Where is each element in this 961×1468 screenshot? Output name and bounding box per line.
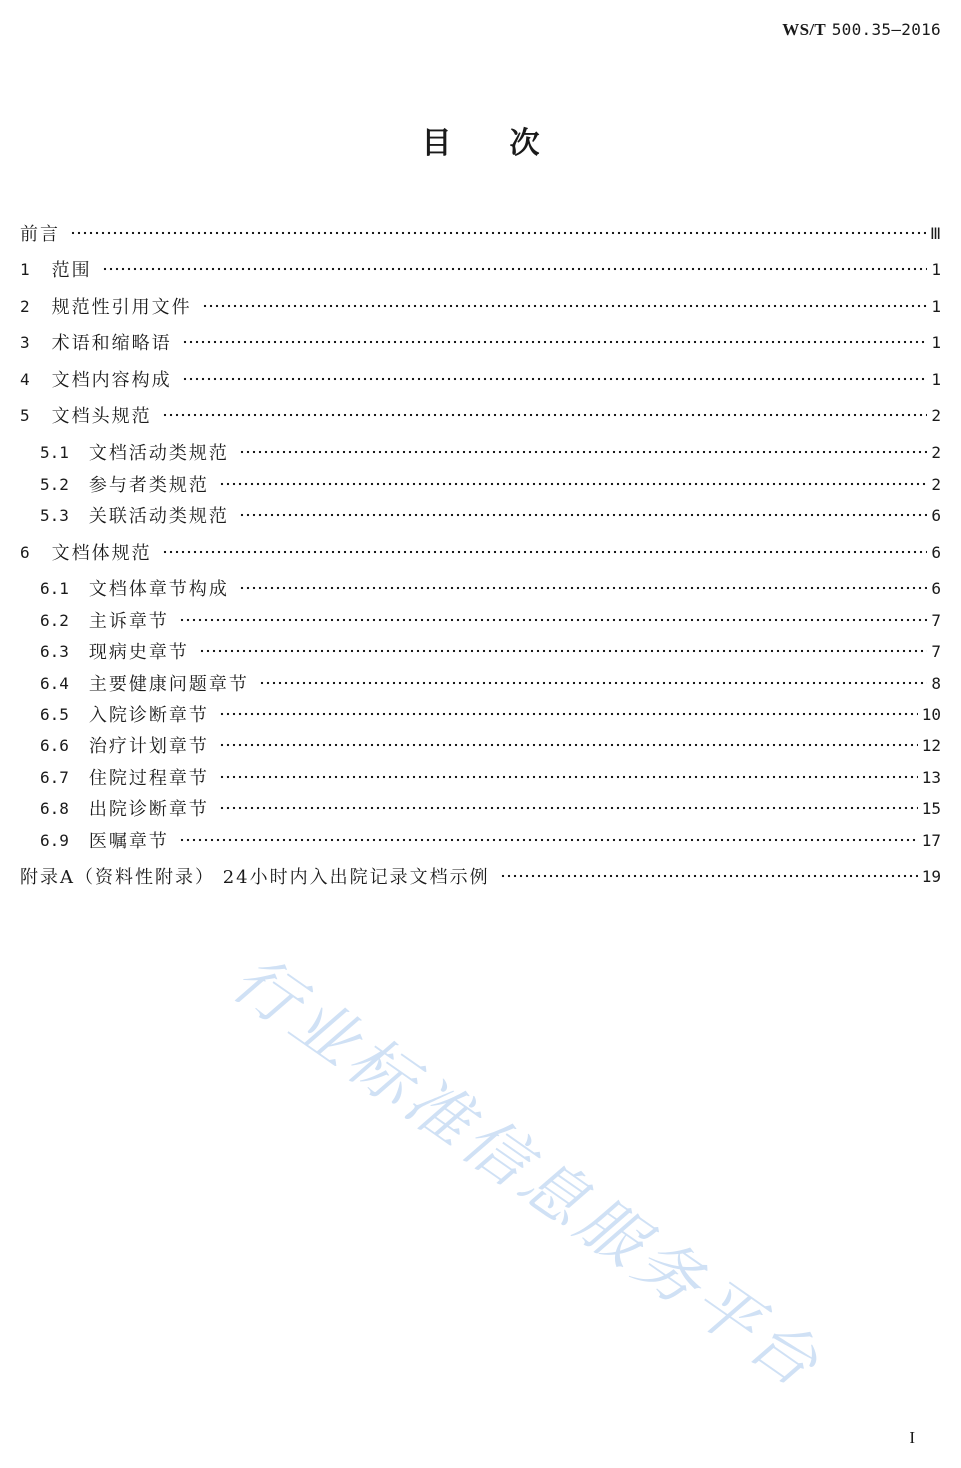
toc-entry-page: 2 <box>931 474 941 494</box>
toc-entry-number: 6 <box>20 542 30 562</box>
toc-entry-number: 6.2 <box>40 610 69 630</box>
toc-entry-page: 6 <box>931 578 941 598</box>
page-number: I <box>909 1428 915 1447</box>
toc-entry-number: 6.8 <box>40 798 69 818</box>
toc-entry-number: 5.3 <box>40 505 69 525</box>
toc-entry-page: Ⅲ <box>929 223 941 243</box>
toc-entry-label: 关联活动类规范 <box>88 506 229 527</box>
toc-entry-label: 医嘱章节 <box>88 831 169 852</box>
toc-entry-label: 文档体章节构成 <box>88 579 229 600</box>
toc-entry-page: 6 <box>931 542 941 562</box>
toc-entry[interactable] <box>40 439 941 465</box>
toc-entry[interactable] <box>40 827 941 853</box>
toc-entry-label: 出院诊断章节 <box>88 799 209 820</box>
toc-entry[interactable] <box>20 863 941 889</box>
dot-leader <box>239 450 927 454</box>
toc-entry-page: 2 <box>931 442 941 462</box>
toc-entry[interactable] <box>40 764 941 790</box>
dot-leader <box>219 712 918 716</box>
toc-entry-page: 1 <box>931 369 941 389</box>
toc-entry-label: 前言 <box>20 224 60 245</box>
toc-entry-label: 术语和缩略语 <box>51 333 172 354</box>
dot-leader <box>202 304 928 308</box>
toc-entry-label: 文档头规范 <box>51 406 152 427</box>
toc-entry-number: 6.6 <box>40 735 69 755</box>
toc-entry-label: 入院诊断章节 <box>88 705 209 726</box>
toc-entry-label: 规范性引用文件 <box>51 297 192 318</box>
dot-leader <box>162 413 928 417</box>
toc-entry-number: 6.9 <box>40 830 69 850</box>
toc-entry-page: 6 <box>931 505 941 525</box>
toc-entry[interactable] <box>40 638 941 664</box>
toc-entry-number: 6.5 <box>40 704 69 724</box>
toc-entry-number: 6.4 <box>40 673 69 693</box>
dot-leader <box>102 267 928 271</box>
toc-entry-number: 3 <box>20 332 30 352</box>
toc-entry[interactable] <box>40 502 941 528</box>
toc-entry-page: 19 <box>921 866 941 886</box>
toc-entry-page: 15 <box>921 798 941 818</box>
toc-entry-number: 2 <box>20 296 30 316</box>
toc-entry[interactable] <box>20 293 941 319</box>
toc-entry-page: 2 <box>931 405 941 425</box>
dot-leader <box>219 806 918 810</box>
toc-entry[interactable] <box>20 402 941 428</box>
toc-entry[interactable] <box>20 366 941 392</box>
toc-entry-number: 5.2 <box>40 474 69 494</box>
toc-entry-label: 范围 <box>51 260 92 281</box>
dot-leader <box>500 874 918 878</box>
toc-entry-number: 6.1 <box>40 578 69 598</box>
dot-leader <box>219 775 918 779</box>
toc-entry-page: 8 <box>931 673 941 693</box>
standard-header <box>782 20 941 40</box>
toc-entry-label: 主诉章节 <box>88 611 169 632</box>
toc-entry-label: 主要健康问题章节 <box>88 674 249 695</box>
toc-entry-page: 7 <box>931 610 941 630</box>
toc-entry-number: 1 <box>20 259 30 279</box>
toc-entry[interactable] <box>40 795 941 821</box>
toc-entry-number: 5.1 <box>40 442 69 462</box>
toc-entry-page: 1 <box>931 296 941 316</box>
toc-entry[interactable] <box>40 575 941 601</box>
dot-leader <box>219 743 918 747</box>
toc-entry[interactable] <box>20 256 941 282</box>
page-title: 目次 <box>421 126 598 161</box>
toc-entry[interactable] <box>40 701 941 727</box>
dot-leader <box>70 231 926 235</box>
toc-entry-label: 参与者类规范 <box>88 475 209 496</box>
watermark: 行业标准信息服务平台 <box>218 942 835 1405</box>
dot-leader <box>259 681 927 685</box>
toc-entry-page: 13 <box>921 767 941 787</box>
toc-entry-page: 1 <box>931 332 941 352</box>
dot-leader <box>239 586 927 590</box>
toc-entry-label: 文档体规范 <box>51 543 152 564</box>
toc-entry-label: 文档内容构成 <box>51 370 172 391</box>
dot-leader <box>219 482 927 486</box>
toc-entry[interactable] <box>40 670 941 696</box>
dot-leader <box>199 649 927 653</box>
toc-entry-number: 5 <box>20 405 30 425</box>
toc-entry[interactable] <box>40 607 941 633</box>
toc-entry-page: 10 <box>921 704 941 724</box>
toc-entry-label: 文档活动类规范 <box>88 443 229 464</box>
dot-leader <box>179 618 927 622</box>
toc-entry-number: 4 <box>20 369 30 389</box>
toc-entry-label: 附录A（资料性附录） 24小时内入出院记录文档示例 <box>20 867 490 888</box>
toc-entry[interactable] <box>20 220 941 246</box>
dot-leader <box>162 550 928 554</box>
toc-entry[interactable] <box>40 471 941 497</box>
toc-entry[interactable] <box>40 732 941 758</box>
toc-entry[interactable] <box>20 539 941 565</box>
dot-leader <box>182 340 928 344</box>
toc-entry-label: 治疗计划章节 <box>88 736 209 757</box>
toc-entry-page: 1 <box>931 259 941 279</box>
toc-entry-label: 现病史章节 <box>88 642 189 663</box>
toc-entry-label: 住院过程章节 <box>88 768 209 789</box>
dot-leader <box>179 838 918 842</box>
toc-entry-number: 6.3 <box>40 641 69 661</box>
toc-entry-page: 12 <box>921 735 941 755</box>
toc-entry-number: 6.7 <box>40 767 69 787</box>
dot-leader <box>182 377 928 381</box>
toc-entry[interactable] <box>20 329 941 355</box>
toc-entry-page: 17 <box>921 830 941 850</box>
standard-code: WS/T <box>782 20 827 39</box>
toc-entry-page: 7 <box>931 641 941 661</box>
dot-leader <box>239 513 927 517</box>
standard-number: 500.35—2016 <box>831 20 941 39</box>
